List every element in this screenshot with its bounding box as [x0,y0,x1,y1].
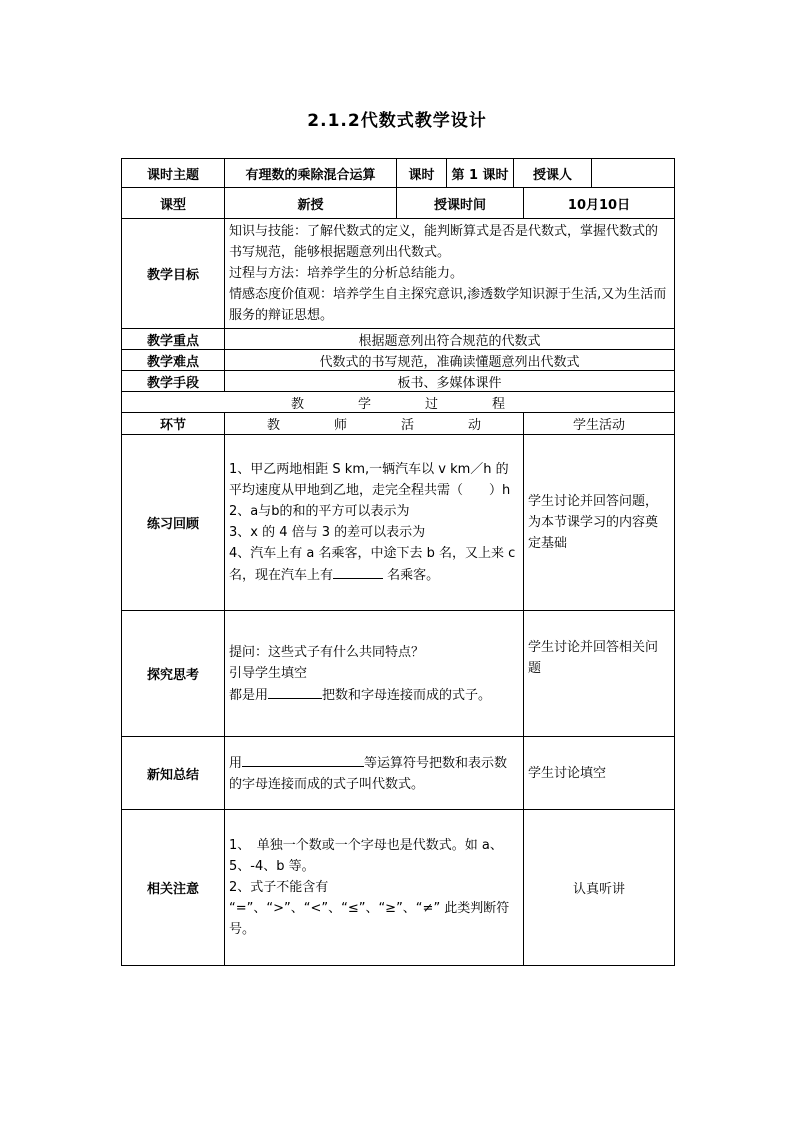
key-point-row [122,329,675,350]
difficulty-row [122,350,675,371]
objective-attitude: 情感态度价值观：培养学生自主探究意识,渗透数学知识源于生活,又为生活而服务的辩证思想。 [229,287,667,323]
teacher-label: 授课人 [514,159,592,188]
note-1: 1、 单独一个数或一个字母也是代数式。如 a、5、-4、b 等。 [229,838,503,874]
explore-fill-in-suffix: 把数和字母连接而成的式子。 [322,687,492,703]
explore-label: 探究思考 [122,611,225,737]
key-point-label: 教学重点 [122,329,225,350]
answer-blank [333,564,383,579]
explore-content [225,611,524,737]
explore-question: 提问：这些式子有什么共同特点？ [229,644,425,660]
notes-student-activity: 认真听讲 [524,810,675,966]
process-heading-char: 过 [425,396,439,412]
column-header-row [122,413,675,435]
time-value: 10月10日 [524,188,675,219]
explore-row [122,611,675,737]
document-title: 2.1.2代数式教学设计 [307,111,487,131]
process-heading-char: 学 [357,396,371,412]
explore-fill-in [229,684,519,706]
review-question-4-suffix: 名乘客。 [383,568,440,583]
objective-knowledge: 知识与技能：了解代数式的定义，能判断算式是否是代数式，掌握代数式的书写规范，能够根据题意列出代数式。 [229,224,659,260]
process-heading-row [122,392,675,413]
summary-definition [229,752,519,795]
review-content [225,435,524,611]
key-point-value: 根据题意列出符合规范的代数式 [225,329,675,350]
review-question-2: 2、a与b的和的平方可以表示为 [229,504,410,519]
topic-label: 课时主题 [122,159,225,188]
teacher-value [592,159,675,188]
topic-value: 有理数的乘除混合运算 [225,159,397,188]
review-row [122,435,675,611]
teacher-activity-char: 活 [401,418,415,433]
period-value: 第 1 课时 [447,159,514,188]
review-question-3: 3、x 的 4 倍与 3 的差可以表示为 [229,525,426,540]
review-question-4 [229,543,519,586]
header-row-2 [122,188,675,219]
review-student-activity: 学生讨论并回答问题，为本节课学习的内容奠定基础 [524,435,675,611]
student-activity-column-header: 学生活动 [524,413,675,435]
means-value: 板书、多媒体课件 [225,371,675,392]
notes-label: 相关注意 [122,810,225,966]
objectives-row [122,219,675,329]
means-row [122,371,675,392]
objectives-label: 教学目标 [122,219,225,329]
summary-prefix: 用 [229,755,243,771]
process-heading [122,392,675,413]
summary-suffix: 等运算符号把数和表示数的字母连接而成的式子叫代数式。 [229,755,508,792]
fill-blank [268,684,322,699]
process-heading-char: 教 [290,396,304,412]
difficulty-label: 教学难点 [122,350,225,371]
summary-row [122,737,675,810]
fill-blank [242,752,364,767]
teacher-activity-column-header [225,413,524,435]
summary-label: 新知总结 [122,737,225,810]
header-row-1 [122,159,675,188]
note-2: 2、式子不能含有 “=”、“>”、“<”、“≤”、“≥”、“≠” 此类判断符号。 [229,880,510,937]
review-question-4-text: 4、汽车上有 a 名乘客，中途下去 b 名，又上来 c 名，现在汽车上有 [229,546,516,583]
summary-content [225,737,524,810]
period-label: 课时 [397,159,447,188]
teacher-activity-char: 教 [266,418,280,433]
objectives-content [225,219,675,329]
type-value: 新授 [225,188,397,219]
type-label: 课型 [122,188,225,219]
lesson-plan-table [121,158,675,966]
means-label: 教学手段 [122,371,225,392]
summary-student-activity: 学生讨论填空 [524,737,675,810]
notes-row [122,810,675,966]
explore-fill-in-prefix: 都是用 [229,687,269,703]
objective-process: 过程与方法：培养学生的分析总结能力。 [229,266,464,281]
stage-column-header: 环节 [122,413,225,435]
explore-student-activity: 学生讨论并回答相关问题 [524,611,675,737]
review-label: 练习回顾 [122,435,225,611]
difficulty-value: 代数式的书写规范，准确读懂题意列出代数式 [225,350,675,371]
explore-guide: 引导学生填空 [229,665,308,681]
time-label: 授课时间 [397,188,524,219]
notes-content [225,810,524,966]
process-heading-char: 程 [492,396,506,412]
teacher-activity-char: 师 [333,418,347,433]
review-question-1: 1、甲乙两地相距 S km,一辆汽车以 v km／h 的平均速度从甲地到乙地，走完全程共需（ ）h [229,462,511,498]
teacher-activity-char: 动 [468,418,482,433]
